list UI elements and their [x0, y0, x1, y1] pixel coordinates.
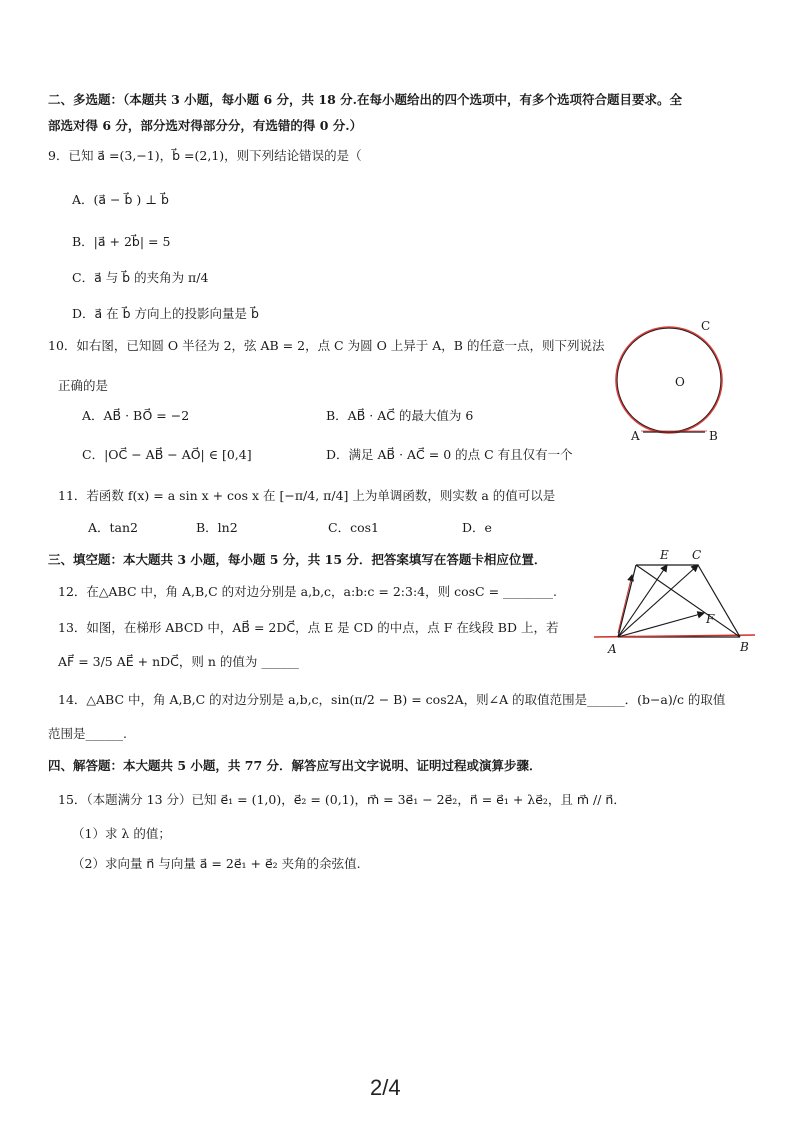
circle-label-o: O	[675, 375, 685, 389]
q11-option-b: B．ln2	[196, 520, 238, 535]
q15-part1: （1）求 λ 的值；	[72, 826, 171, 841]
trap-label-e: E	[660, 548, 669, 562]
q10-option-b: B．AB⃗ · AC⃗ 的最大值为 6	[326, 408, 474, 423]
q13-stem-line1: 13．如图，在梯形 ABCD 中，AB⃗ = 2DC⃗，点 E 是 CD 的中点，点 F 在线段 BD 上，若	[58, 620, 559, 635]
q11-option-c: C．cos1	[328, 520, 379, 535]
circle-o-annotation	[616, 327, 722, 433]
circle-o	[617, 328, 721, 432]
section4-heading: 四、解答题：本大题共 5 小题，共 77 分．解答应写出文字说明、证明过程或演算步骤．	[48, 758, 542, 773]
q9-option-d: D．a⃗ 在 b⃗ 方向上的投影向量是 b⃗	[72, 306, 259, 321]
diagonal-bd	[636, 565, 740, 637]
q10-option-c: C．|OC⃗ − AB⃗ − AO⃗| ∈ [0,4]	[82, 447, 252, 462]
section3-heading: 三、填空题：本大题共 3 小题，每小题 5 分，共 15 分．把答案填写在答题卡相应位置．	[48, 552, 547, 567]
section2-heading-line2: 部选对得 6 分，部分选对得部分分，有选错的得 0 分.）	[48, 118, 363, 133]
trap-label-b: B	[740, 640, 749, 654]
q9-option-b: B．|a⃗ + 2b⃗| = 5	[72, 234, 171, 249]
page-number: 2/4	[370, 1075, 401, 1100]
q15-part2: （2）求向量 n⃗ 与向量 a⃗ = 2e⃗₁ + e⃗₂ 夹角的余弦值.	[72, 856, 361, 871]
q15-stem: 15．（本题满分 13 分）已知 e⃗₁ = (1,0)，e⃗₂ = (0,1)，m⃗ = 3e⃗₁ − 2e⃗₂，n⃗ = e⃗₁ + λe⃗₂，且 m⃗ // n⃗．	[58, 792, 626, 807]
q13-trapezoid-figure	[590, 545, 765, 657]
q10-option-a: A．AB⃗ · BO⃗ = −2	[82, 408, 190, 423]
side-bc	[698, 565, 740, 637]
q14-stem-line2: 范围是______.	[48, 726, 127, 741]
q11-stem: 11．若函数 f(x) = a sin x + cos x 在 [−π/4, π/4] 上为单调函数，则实数 a 的值可以是	[58, 488, 556, 503]
q9-option-c: C．a⃗ 与 b⃗ 的夹角为 π/4	[72, 270, 209, 285]
section2-heading-line1: 二、多选题：（本题共 3 小题，每小题 6 分，共 18 分.在每小题给出的四个选项中，有多个选项符合题目要求。全	[48, 92, 683, 107]
circle-label-b: B	[709, 429, 718, 443]
q10-circle-figure	[605, 310, 735, 450]
q9-option-a: A．(a⃗ − b⃗ ) ⊥ b⃗	[72, 192, 169, 207]
q10-option-d: D．满足 AB⃗ · AC⃗ = 0 的点 C 有且仅有一个	[326, 447, 573, 462]
trap-label-c: C	[692, 548, 702, 562]
side-ad	[618, 565, 636, 637]
q11-option-a: A．tan2	[88, 520, 139, 535]
q10-stem-line1: 10．如右图，已知圆 O 半径为 2，弦 AB = 2，点 C 为圆 O 上异于 A，B 的任意一点，则下列说法	[48, 338, 605, 353]
q11-option-d: D．e	[462, 520, 492, 535]
q14-stem-line1: 14．△ABC 中，角 A,B,C 的对边分别是 a,b,c，sin(π/2 − B) = cos2A，则∠A 的取值范围是______．(b−a)/c 的取值	[58, 692, 726, 707]
vector-ad-annotation	[618, 575, 632, 633]
trap-label-a: A	[608, 642, 617, 656]
q10-stem-line2: 正确的是	[58, 378, 109, 393]
trap-label-f: F	[706, 612, 715, 626]
circle-label-c: C	[701, 319, 711, 333]
circle-label-a: A	[631, 429, 640, 443]
q9-stem: 9．已知 a⃗ =(3,−1)，b⃗ =(2,1)，则下列结论错误的是（	[48, 148, 362, 163]
q13-stem-line2: AF⃗ = 3/5 AE⃗ + nDC⃗，则 n 的值为 ______	[58, 654, 299, 669]
q12-stem: 12．在△ABC 中，角 A,B,C 的对边分别是 a,b,c，a:b:c = 2:3:4，则 cosC = ________.	[58, 584, 557, 599]
